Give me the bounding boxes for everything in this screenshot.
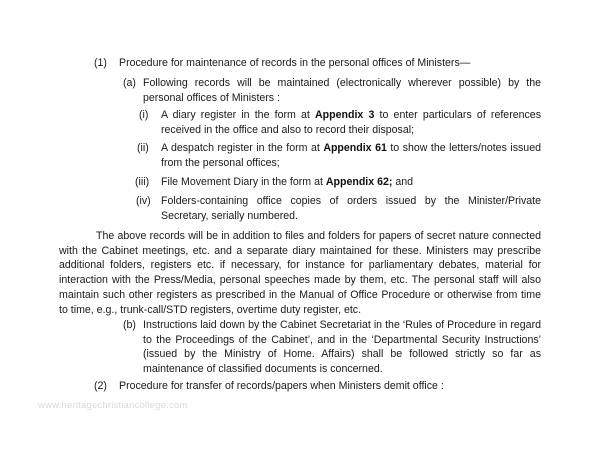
sub-i-appendix: Appendix 3 [315,109,375,121]
sub-ii-appendix: Appendix 61 [323,142,387,154]
sub-iii-appendix: Appendix 62; [325,176,393,188]
sub-ii-pre: A despatch register in the form at [161,142,324,154]
item-1b-line-3: (issued by the Ministry of Home. Affairs) shall be followed strictly so far as [143,348,541,361]
item-1-number: (1) [94,57,107,69]
item-1b-line-4: maintenance of classified documents is concerned. [143,363,383,376]
sub-iv-text [161,194,541,223]
watermark-text: www.heritagechristiancollege.com [38,400,188,411]
paragraph-line-1: The above records will be in addition to files and folders for papers of secret nature connected [96,230,541,242]
sub-i-text [161,108,541,137]
sub-iii-post: and [392,176,414,188]
sub-ii-line-2: from the personal offices; [161,156,280,169]
sub-iii-pre: File Movement Diary in the form at [161,176,326,188]
item-1-heading [119,56,519,71]
sub-iii-line-1 [161,175,541,190]
item-1-heading-text: Procedure for maintenance of records in the personal offices of Ministers— [119,57,471,69]
item-2-heading [119,379,519,394]
item-1b-line-1: Instructions laid down by the Cabinet Secretariat in the ‘Rules of Procedure in regard [143,319,541,331]
sub-iv-line-1: Folders-containing office copies of orders issued by the Minister/Private [161,195,541,207]
item-1b-line-2: to the Proceedings of the Cabinet’, and in the ‘Departmental Security Instructions’ [143,333,541,346]
paragraph-line-3: additional folders, registers etc. if necessary, for instance for parliamentary debates, material for [59,259,541,272]
sub-i-pre: A diary register in the form at [161,109,316,121]
sub-ii-label: (ii) [137,142,149,154]
sub-iv-line-2: Secretary, serially numbered. [161,209,298,222]
sub-iii-label: (iii) [135,176,150,188]
main-paragraph [59,229,541,317]
sub-i-label: (i) [139,109,149,121]
paragraph-line-5: maintain such other registers as prescribed in the Manual of Office Procedure or otherwise from time [59,288,541,301]
item-1a-label: (a) [123,77,136,89]
paragraph-line-6: to time, e.g., trunk-call/STD registers, overtime duty register, etc. [59,303,362,316]
sub-ii-post: to show the letters/notes issued [386,142,541,154]
sub-ii-text [161,141,541,170]
item-2-heading-text: Procedure for transfer of records/papers when Ministers demit office : [119,380,444,392]
item-1b-text [143,318,541,377]
sub-iii-text [161,175,541,190]
item-1a-text [143,76,541,105]
sub-i-line-1 [161,108,541,123]
item-1b-label: (b) [123,319,136,331]
sub-i-post: to enter particulars of references [374,109,541,121]
item-1a-line-1: Following records will be maintained (electronically wherever possible) by the [143,77,541,89]
sub-ii-line-1 [161,141,541,156]
item-1a-line-2: personal offices of Ministers : [143,91,280,104]
paragraph-line-2: with the Cabinet meetings, etc. and a separate diary maintained for these. Ministers may prescribe [59,244,541,257]
item-2-number: (2) [94,380,107,392]
sub-iv-label: (iv) [136,195,151,207]
sub-i-line-2: received in the office and also to record their disposal; [161,123,415,136]
paragraph-line-4: interaction with the Press/Media, personal speeches made by them, etc. The personal staff will also [59,274,541,287]
